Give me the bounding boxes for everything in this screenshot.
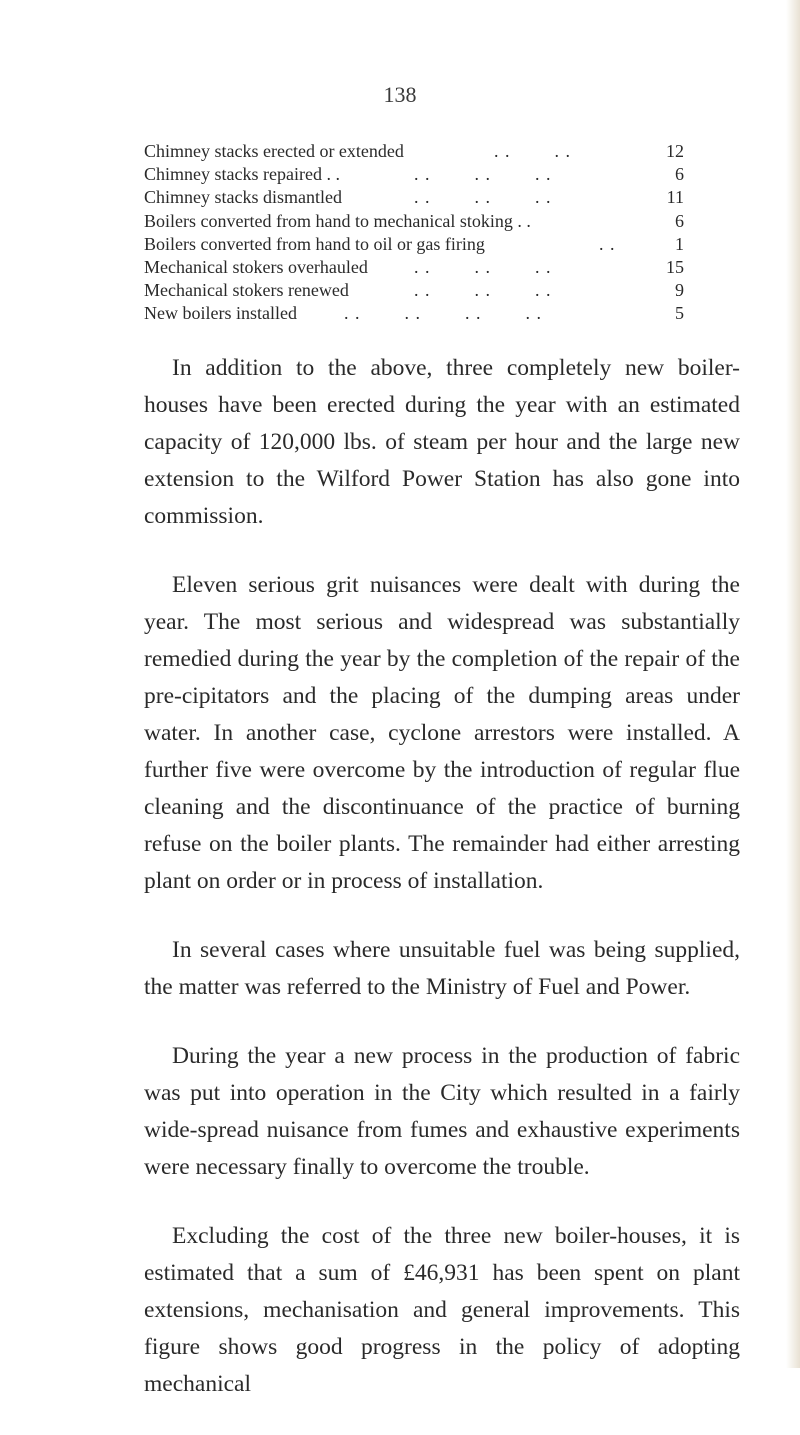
leader-dots: . . . . [494, 141, 571, 161]
table-row [144, 279, 684, 302]
table-row [144, 140, 684, 163]
row-value: 1 [675, 233, 684, 254]
table-row [144, 302, 684, 325]
statistics-table [144, 140, 684, 326]
table-row [144, 256, 684, 279]
row-label: Boilers converted from hand to oil or gas firing [144, 233, 485, 254]
row-label: Chimney stacks erected or extended [144, 141, 404, 161]
leader-dots: . . . . . . . . [344, 303, 542, 324]
page-edge-shadow [786, 0, 800, 1368]
paragraph: In several cases where unsuitable fuel was being supplied, the matter was referred to the Ministry of Fuel and Power. [144, 937, 740, 1000]
row-label: Chimney stacks repaired . . [144, 164, 340, 185]
page-number: 138 [383, 82, 417, 107]
row-value: 15 [666, 256, 684, 277]
row-value: 5 [675, 303, 684, 324]
table-row [144, 163, 684, 186]
paragraph: Eleven serious grit nuisances were dealt with during the year. The most serious and widespread was substantially remedied during the year by the completion of the repair of the pre-cipitators and the placing of the dumping areas under water. In another case, cyclone arrestors were installed. A further five were overcome by the introduction of regular flue cleaning and the discontinuance of the practice of burning refuse on the boiler plants. The remainder had either arresting plant on order or in process of installation. [144, 572, 740, 894]
row-label: Boilers converted from hand to mechanical stoking . . [144, 210, 531, 231]
body-text [144, 350, 740, 1435]
row-value: 12 [666, 141, 684, 161]
row-label: New boilers installed [144, 303, 297, 324]
paragraph: In addition to the above, three completely new boiler-houses have been erected during the year with an estimated capacity of 120,000 lbs. of steam per hour and the large new extension to the Wilford Power Station has also gone into commission. [144, 355, 740, 529]
table-row [144, 233, 684, 256]
row-label: Chimney stacks dismantled [144, 187, 342, 208]
row-value: 9 [675, 280, 684, 301]
row-label: Mechanical stokers renewed [144, 280, 349, 301]
leader-dots: . . . . . . [414, 280, 552, 301]
leader-dots: . . [599, 233, 616, 254]
paragraph: Excluding the cost of the three new boiler-houses, it is estimated that a sum of £46,931 has been spent on plant extensions, mechanisation and general improvements. This figure shows good progress in the policy of adopting mechanical [144, 1223, 740, 1397]
paragraph: During the year a new process in the production of fabric was put into operation in the City which resulted in a fairly wide-spread nuisance from fumes and exhaustive experiments were necessary finally to overcome the trouble. [144, 1043, 740, 1180]
leader-dots: . . . . . . [414, 256, 552, 277]
row-value: 11 [666, 187, 684, 208]
leader-dots: . . . . . . [414, 164, 552, 185]
table-row [144, 210, 684, 233]
row-value: 6 [675, 164, 684, 185]
row-value: 6 [675, 210, 684, 231]
table-row [144, 186, 684, 209]
leader-dots: . . . . . . [414, 187, 552, 208]
row-label: Mechanical stokers overhauled [144, 256, 368, 277]
